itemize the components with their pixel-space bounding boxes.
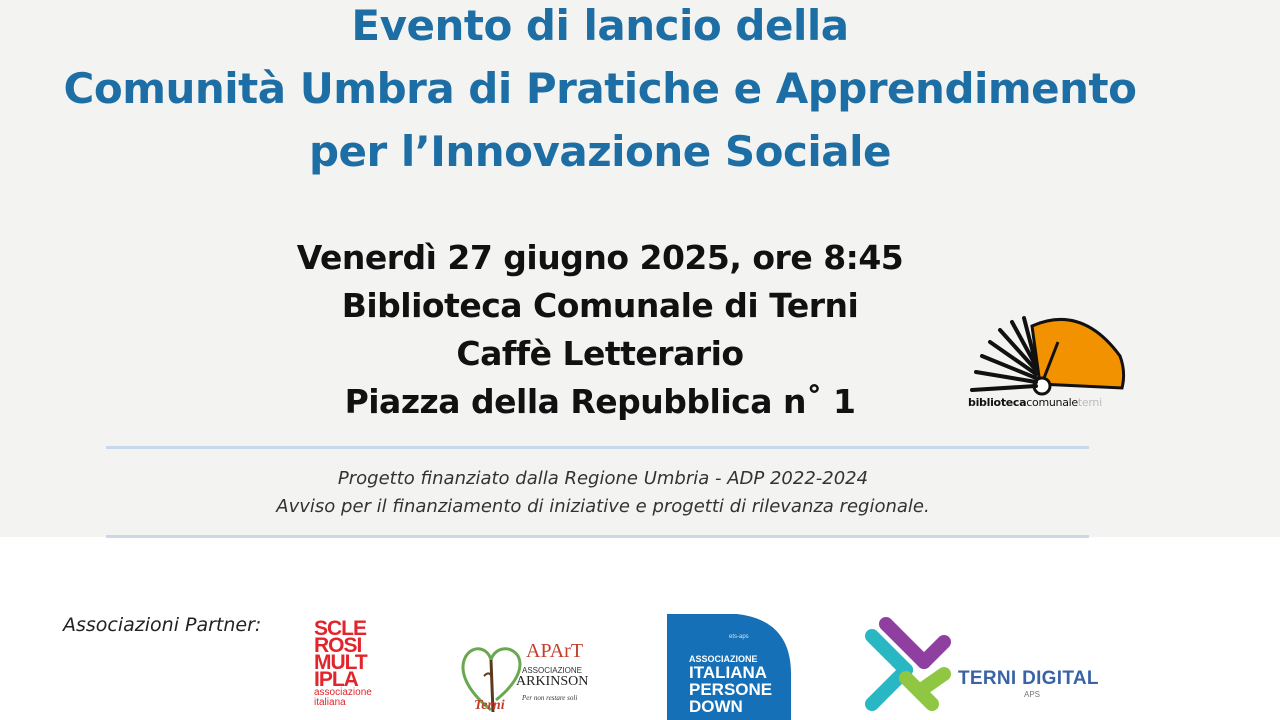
divider-top bbox=[106, 446, 1089, 449]
library-word-biblioteca: biblioteca bbox=[968, 396, 1027, 409]
aism-word-1: SCLE bbox=[314, 617, 367, 640]
apart-motto: Per non restare soli bbox=[522, 694, 578, 702]
event-title-line-1: Evento di lancio della bbox=[351, 1, 849, 50]
aipd-line-3: PERSONE bbox=[689, 680, 773, 699]
terni-digital-aps: APS bbox=[1024, 690, 1041, 699]
event-address: Piazza della Repubblica n˚ 1 bbox=[344, 382, 856, 421]
terni-digital-mark-icon bbox=[862, 616, 952, 720]
event-title-line-2: Comunità Umbra di Pratiche e Apprendimento bbox=[63, 64, 1137, 113]
funding-line-2: Avviso per il finanziamento di iniziative e progetti di rilevanza regionale. bbox=[276, 496, 930, 517]
aipd-line-1: ASSOCIAZIONE bbox=[689, 654, 758, 664]
funding-line-1: Progetto finanziato dalla Regione Umbria - ADP 2022-2024 bbox=[337, 468, 869, 489]
divider-bottom bbox=[106, 535, 1089, 538]
aipd-line-4: DOWN bbox=[689, 697, 743, 716]
aipd-logo bbox=[667, 614, 791, 720]
terni-digital-logo bbox=[862, 616, 1122, 720]
aism-word-3: MULT bbox=[314, 651, 367, 674]
terni-digital-name: TERNI DIGITAL bbox=[958, 668, 1099, 689]
event-date: Venerdì 27 giugno 2025, ore 8:45 bbox=[296, 238, 904, 277]
library-word-comunale: comunale bbox=[1026, 396, 1078, 409]
aipd-ets: ets-aps bbox=[729, 634, 749, 640]
library-logo-caption bbox=[968, 396, 1102, 409]
event-title-line-3: per l’Innovazione Sociale bbox=[308, 127, 892, 176]
apart-city: Terni bbox=[474, 698, 505, 713]
partners-label: Associazioni Partner: bbox=[63, 614, 262, 636]
apart-name: APArT bbox=[526, 640, 584, 662]
apart-parkinson-logo bbox=[456, 640, 589, 720]
library-word-terni: terni bbox=[1077, 396, 1102, 409]
aipd-line-2: ITALIANA bbox=[689, 663, 768, 682]
aism-sub-2: italiana bbox=[314, 697, 346, 708]
aism-word-4: IPLA bbox=[314, 668, 358, 691]
aism-word-2: ROSI bbox=[314, 634, 362, 657]
aism-sub-1: associazione bbox=[314, 687, 372, 698]
apart-parkinson: ARKINSON bbox=[516, 674, 589, 689]
event-venue: Biblioteca Comunale di Terni bbox=[341, 286, 859, 325]
aism-logo bbox=[314, 617, 386, 720]
event-room: Caffè Letterario bbox=[456, 334, 744, 373]
apart-assoc: ASSOCIAZIONE bbox=[522, 666, 583, 675]
